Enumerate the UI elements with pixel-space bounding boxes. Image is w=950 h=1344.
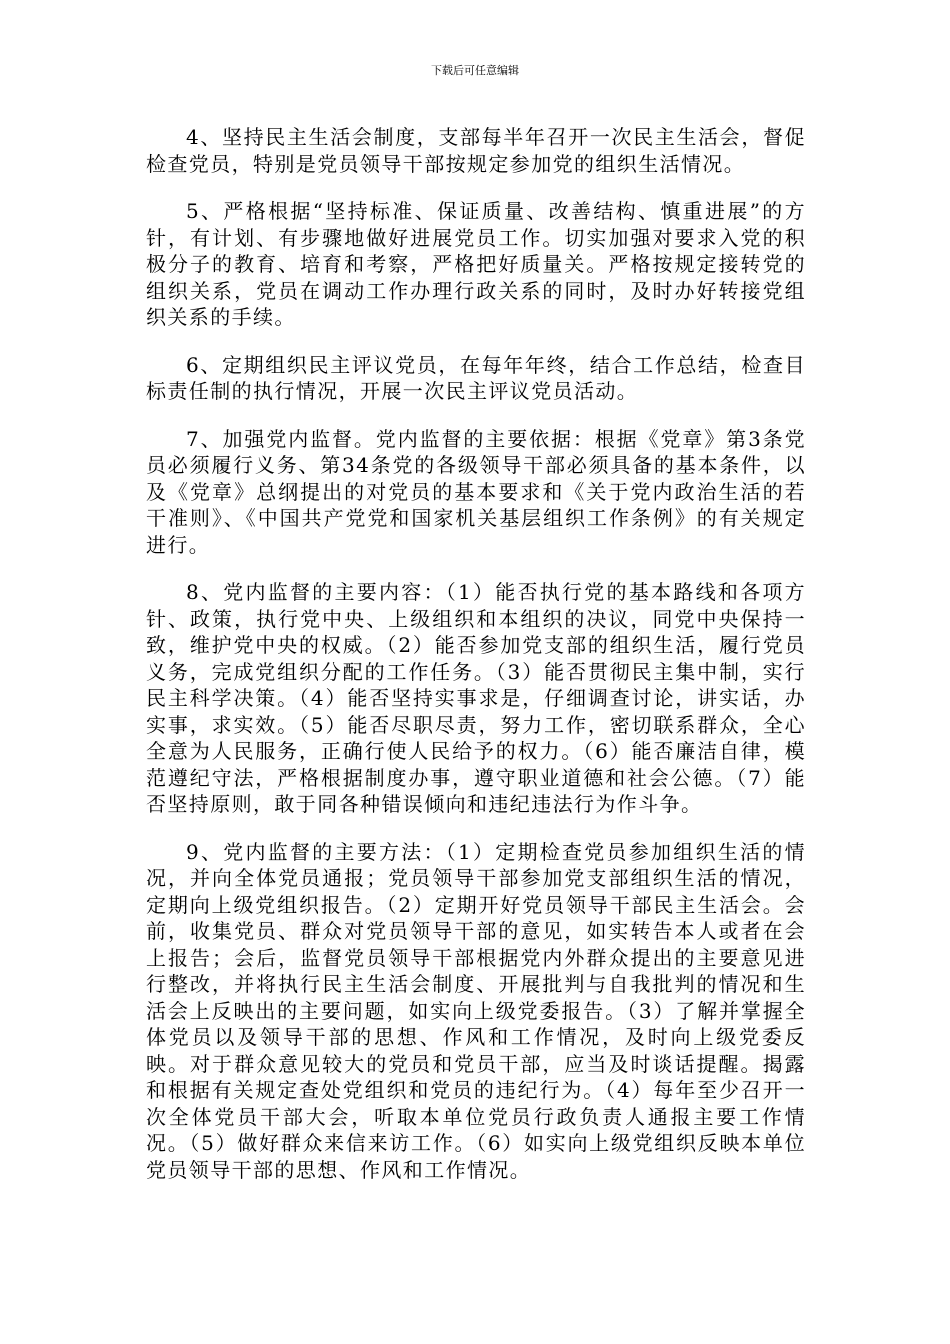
paragraph-item-5: 5、严格根据“坚持标准、保证质量、改善结构、慎重进展”的方针，有计划、有步骤地做好进展党员工作。切实加强对要求入党的积极分子的教育、培育和考察，严格把好质量关。严格按规定接转党的组织关系，党员在调动工作办理行政关系的同时，及时办好转接党组织关系的手续。 <box>146 199 806 329</box>
paragraph-item-4: 4、坚持民主生活会制度，支部每半年召开一次民主生活会，督促检查党员，特别是党员领导干部按规定参加党的组织生活情况。 <box>146 125 806 176</box>
page-header: 下载后可任意编辑 <box>431 64 519 77</box>
paragraph-item-8: 8、党内监督的主要内容：（1）能否执行党的基本路线和各项方针、政策，执行党中央、上级组织和本组织的决议，同党中央保持一致，维护党中央的权威。（2）能否参加党支部的组织生活，履行党员义务，完成党组织分配的工作任务。（3）能否贯彻民主集中制，实行民主科学决策。（4）能否坚持实事求是，仔细调查讨论，讲实话，办实事，求实效。（5）能否尽职尽责，努力工作，密切联系群众，全心全意为人民服务，正确行使人民给予的权力。（6）能否廉洁自律，模范遵纪守法，严格根据制度办事，遵守职业道德和社会公德。（7）能否坚持原则，敢于同各种错误倾向和违纪违法行为作斗争。 <box>146 580 806 816</box>
paragraph-item-7: 7、加强党内监督。党内监督的主要依据：根据《党章》第3条党员必须履行义务、第34条党的各级领导干部必须具备的基本条件，以及《党章》总纲提出的对党员的基本要求和《关于党内政治生活的若干准则》、《中国共产党党和国家机关基层组织工作条例》的有关规定进行。 <box>146 426 806 557</box>
document-body <box>146 124 806 1204</box>
paragraph-item-9: 9、党内监督的主要方法：（1）定期检查党员参加组织生活的情况，并向全体党员通报；党员领导干部参加党支部组织生活的情况，定期向上级党组织报告。（2）定期开好党员领导干部民主生活会。会前，收集党员、群众对党员领导干部的意见，如实转告本人或者在会上报告；会后，监督党员领导干部根据党内外群众提出的主要意见进行整改，并将执行民主生活会制度、开展批判与自我批判的情况和生活会上反映出的主要问题，如实向上级党委报告。（3）了解并掌握全体党员以及领导干部的思想、作风和工作情况，及时向上级党委反映。对于群众意见较大的党员和党员干部，应当及时谈话提醒。揭露和根据有关规定查处党组织和党员的违纪行为。（4）每年至少召开一次全体党员干部大会，听取本单位党员行政负责人通报主要工作情况。（5）做好群众来信来访工作。（6）如实向上级党组织反映本单位党员领导干部的思想、作风和工作情况。 <box>146 839 806 1182</box>
paragraph-item-6: 6、定期组织民主评议党员，在每年年终，结合工作总结，检查目标责任制的执行情况，开展一次民主评议党员活动。 <box>146 352 806 403</box>
